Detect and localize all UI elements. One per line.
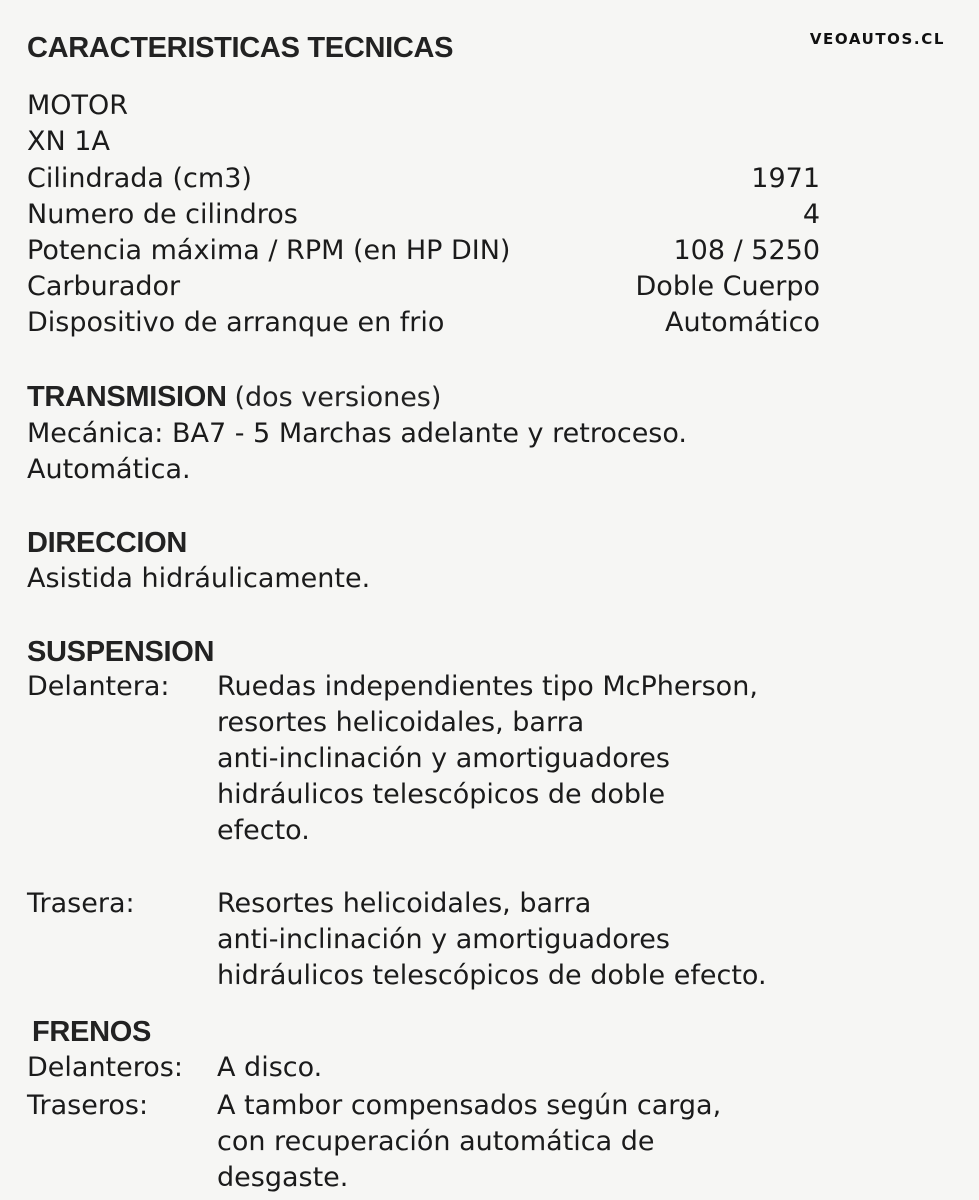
text-line: resortes helicoidales, barra [217,707,585,738]
frenos-rear-label: Traseros: [27,1090,149,1121]
spec-row-displacement [27,161,820,197]
watermark: VEOAUTOS.CL [809,30,945,48]
suspension-front-label: Delantera: [27,671,170,702]
text-line: hidráulicos telescópicos de doble [217,779,666,810]
spec-value: Doble Cuerpo [635,271,820,302]
spec-label: Dispositivo de arranque en frio [27,307,445,338]
spec-row-power [27,233,820,269]
text-line: hidráulicos telescópicos de doble efecto. [217,960,767,991]
motor-heading: MOTOR [27,90,129,121]
direccion-heading: DIRECCION [27,527,188,559]
transmision-manual: Mecánica: BA7 - 5 Marchas adelante y retroceso. [27,418,687,449]
text-line: efecto. [217,815,310,846]
spec-label: Numero de cilindros [27,199,298,230]
text-line: anti-inclinación y amortiguadores [217,924,670,955]
spec-label: Carburador [27,271,181,302]
spec-value: 108 / 5250 [673,235,820,266]
motor-code: XN 1A [27,126,110,157]
text-line: A tambor compensados según carga, [217,1090,722,1121]
text-line: con recuperación automática de [217,1126,655,1157]
page-title: CARACTERISTICAS TECNICAS [27,32,454,64]
text-line: A disco. [217,1052,323,1083]
frenos-heading: FRENOS [32,1016,152,1048]
frenos-front-label: Delanteros: [27,1052,183,1083]
transmision-title: TRANSMISION [27,381,227,413]
text-line: Ruedas independientes tipo McPherson, [217,671,758,702]
transmision-heading [27,381,441,414]
spec-label: Potencia máxima / RPM (en HP DIN) [27,235,511,266]
spec-label: Cilindrada (cm3) [27,163,252,194]
suspension-rear-text [217,886,767,994]
text-line: Resortes helicoidales, barra [217,888,592,919]
frenos-rear-text [217,1088,721,1196]
suspension-heading: SUSPENSION [27,636,215,668]
spec-row-cylinders [27,197,820,233]
suspension-rear-label: Trasera: [27,888,135,919]
spec-value: 1971 [751,163,820,194]
spec-row-carburetor [27,269,820,305]
text-line: desgaste. [217,1162,349,1193]
transmision-automatic: Automática. [27,454,191,485]
direccion-text: Asistida hidráulicamente. [27,563,371,594]
transmision-subtitle: (dos versiones) [234,382,442,413]
spec-value: Automático [665,307,820,338]
spec-row-cold-start [27,305,820,341]
text-line: anti-inclinación y amortiguadores [217,743,670,774]
suspension-front-text [217,669,758,849]
frenos-front-text [217,1050,322,1086]
spec-value: 4 [802,199,820,230]
